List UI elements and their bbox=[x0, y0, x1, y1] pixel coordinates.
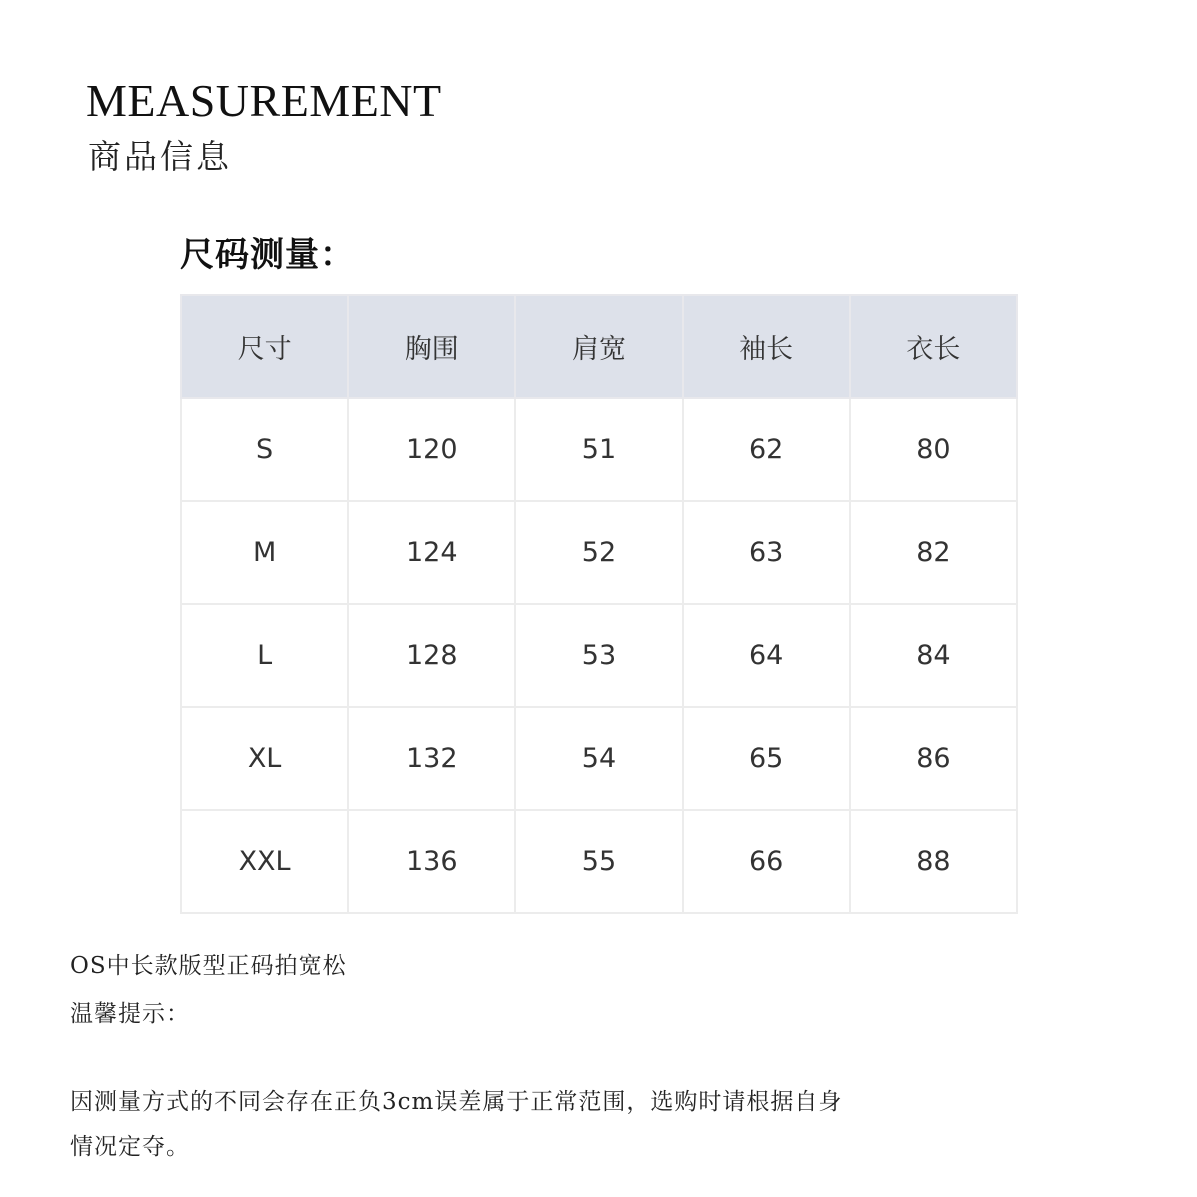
section-title: 尺码测量： bbox=[180, 235, 355, 275]
table-row bbox=[181, 398, 1017, 501]
page-title-chinese: 商品信息 bbox=[88, 137, 232, 176]
table-header-row bbox=[181, 295, 1017, 398]
cell-size: XXL bbox=[181, 810, 348, 913]
cell-sleeve: 62 bbox=[683, 398, 850, 501]
cell-chest: 128 bbox=[348, 604, 515, 707]
cell-length: 86 bbox=[850, 707, 1017, 810]
cell-length: 82 bbox=[850, 501, 1017, 604]
cell-length: 88 bbox=[850, 810, 1017, 913]
cell-shoulder: 55 bbox=[515, 810, 682, 913]
column-header-size: 尺寸 bbox=[181, 295, 348, 398]
disclaimer-line-1: 因测量方式的不同会存在正负3cm误差属于正常范围，选购时请根据自身 bbox=[70, 1089, 843, 1115]
cell-sleeve: 64 bbox=[683, 604, 850, 707]
cell-length: 80 bbox=[850, 398, 1017, 501]
column-header-sleeve: 袖长 bbox=[683, 295, 850, 398]
page-title-english: MEASUREMENT bbox=[86, 75, 442, 126]
cell-size: M bbox=[181, 501, 348, 604]
table-row bbox=[181, 810, 1017, 913]
tip-label: 温馨提示： bbox=[70, 1001, 190, 1027]
cell-size: S bbox=[181, 398, 348, 501]
cell-chest: 136 bbox=[348, 810, 515, 913]
fit-note: OS中长款版型正码拍宽松 bbox=[70, 953, 347, 979]
size-chart-table bbox=[180, 294, 1018, 914]
cell-shoulder: 51 bbox=[515, 398, 682, 501]
cell-chest: 120 bbox=[348, 398, 515, 501]
cell-sleeve: 65 bbox=[683, 707, 850, 810]
table-row bbox=[181, 501, 1017, 604]
cell-sleeve: 66 bbox=[683, 810, 850, 913]
disclaimer-line-2: 情况定夺。 bbox=[70, 1134, 190, 1160]
cell-chest: 132 bbox=[348, 707, 515, 810]
cell-length: 84 bbox=[850, 604, 1017, 707]
cell-chest: 124 bbox=[348, 501, 515, 604]
cell-shoulder: 54 bbox=[515, 707, 682, 810]
cell-sleeve: 63 bbox=[683, 501, 850, 604]
table-row bbox=[181, 604, 1017, 707]
cell-shoulder: 52 bbox=[515, 501, 682, 604]
column-header-shoulder: 肩宽 bbox=[515, 295, 682, 398]
cell-size: XL bbox=[181, 707, 348, 810]
cell-shoulder: 53 bbox=[515, 604, 682, 707]
cell-size: L bbox=[181, 604, 348, 707]
table-row bbox=[181, 707, 1017, 810]
column-header-chest: 胸围 bbox=[348, 295, 515, 398]
column-header-length: 衣长 bbox=[850, 295, 1017, 398]
